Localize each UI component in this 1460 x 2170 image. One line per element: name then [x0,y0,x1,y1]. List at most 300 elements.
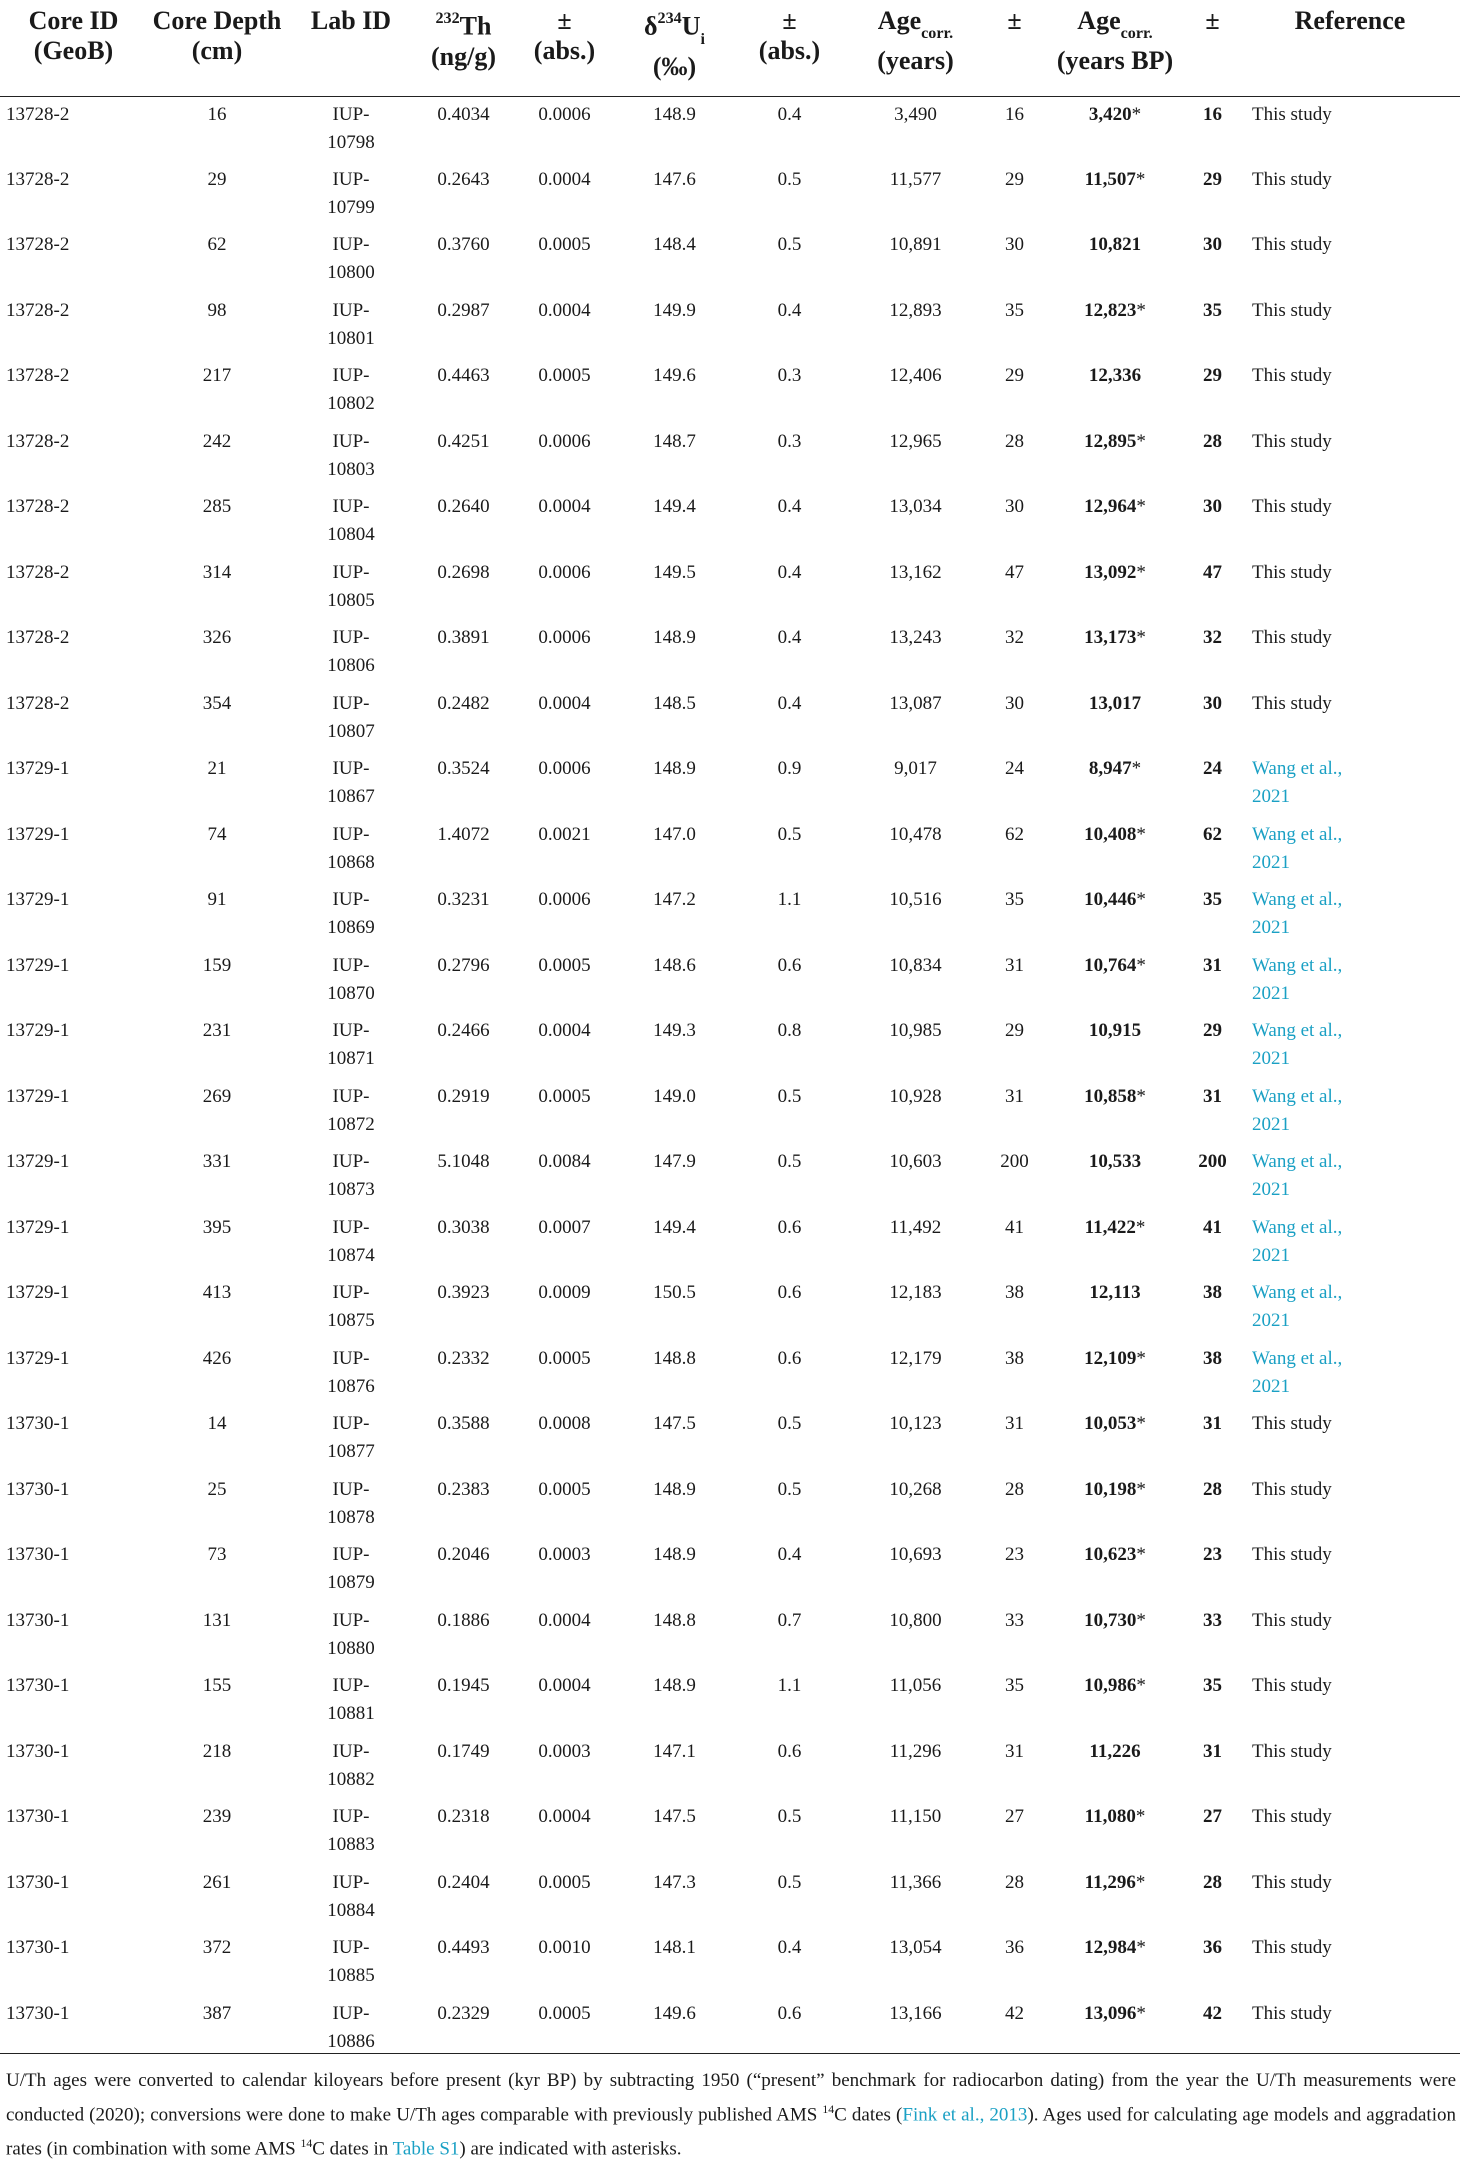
table-row [0,1472,1460,1538]
cell-age-corr-bp: 13,092* [1084,561,1146,583]
table-bottom-rule [0,2053,1460,2054]
cell-th-error: 0.0006 [538,103,591,125]
cell-age-error: 27 [1005,1806,1024,1828]
cell-lab-id: IUP- 10882 [327,1740,375,1790]
cell-age-corr-bp: 11,226 [1089,1740,1141,1762]
cell-lab-id: IUP- 10886 [327,2002,375,2052]
cell-age-error: 35 [1005,299,1024,321]
cell-lab-id: IUP- 10874 [327,1216,375,1266]
cell-delta-u234: 148.4 [653,234,696,256]
cell-age-corr-bp: 13,017 [1088,692,1142,714]
cell-age-corr-bp: 12,964* [1084,496,1146,518]
cell-reference: This study [1252,1740,1332,1762]
cell-delta-u234: 149.5 [653,561,696,583]
cell-delta-u234: 147.9 [653,1151,696,1173]
cell-age-corr-bp: 10,446* [1084,889,1146,911]
cell-age-bp-error: 33 [1203,1609,1222,1631]
cell-age-corr: 10,800 [889,1609,942,1631]
cell-age-corr-bp: 11,080* [1084,1806,1146,1828]
cell-th-error: 0.0004 [538,692,591,714]
cell-reference: This study [1252,234,1332,256]
cell-th232: 0.2404 [437,1871,490,1893]
cell-age-corr-bp: 8,947* [1088,758,1142,780]
cell-delta-u234: 150.5 [653,1282,696,1304]
header-age-corr-bp: Age$_{corr.}$ (years BP) [1045,0,1185,96]
cell-th232: 0.2332 [437,1347,490,1369]
cell-core-depth: 269 [202,1085,232,1107]
cell-age-error: 28 [1005,1478,1024,1500]
cell-age-corr: 12,893 [889,299,942,321]
cell-delta-u234: 148.9 [653,1675,696,1697]
cell-core-id: 13728-2 [6,496,70,518]
cell-lab-id: IUP- 10883 [327,1806,375,1856]
cell-reference: This study [1252,692,1332,714]
cell-age-bp-error: 27 [1203,1806,1222,1828]
cell-th232: 0.3231 [437,889,490,911]
cell-age-corr-bp: 13,173* [1084,627,1146,649]
cell-age-corr: 10,834 [889,954,942,976]
cell-th232: 0.4034 [437,103,490,125]
cell-age-corr: 10,603 [889,1151,942,1173]
table-row [0,751,1460,817]
cell-age-error: 36 [1005,1937,1024,1959]
cell-delta-error: 1.1 [777,1675,802,1697]
cell-lab-id: IUP- 10868 [327,823,375,873]
cell-core-id: 13730-1 [6,1544,70,1566]
table-row [0,1341,1460,1407]
cell-age-corr-bp: 12,823* [1084,299,1146,321]
cell-age-error: 200 [1000,1151,1029,1173]
cell-age-bp-error: 30 [1203,692,1222,714]
cell-delta-u234: 149.9 [653,299,696,321]
cell-age-corr: 12,406 [889,365,942,387]
cell-th232: 0.2987 [437,299,490,321]
table-row [0,620,1460,686]
cell-core-depth: 395 [202,1216,232,1238]
cell-th-error: 0.0005 [538,2002,591,2024]
cell-age-bp-error: 31 [1203,954,1222,976]
cell-th-error: 0.0009 [538,1282,591,1304]
cell-age-bp-error: 29 [1203,365,1222,387]
cell-delta-u234: 147.3 [653,1871,696,1893]
fink-2013-link[interactable]: Fink et al., 2013 [902,2104,1028,2126]
cell-delta-error: 0.6 [777,1740,802,1762]
cell-core-id: 13728-2 [6,692,70,714]
cell-age-error: 32 [1005,627,1024,649]
cell-delta-error: 0.6 [777,1216,802,1238]
cell-th232: 0.2466 [437,1020,490,1042]
cell-reference: This study [1252,561,1332,583]
cell-age-corr-bp: 11,507* [1084,168,1146,190]
cell-age-corr-bp: 12,895* [1084,430,1146,452]
table-row [0,96,1460,162]
cell-core-id: 13729-1 [6,954,70,976]
cell-age-error: 62 [1005,823,1024,845]
cell-reference: This study [1252,627,1332,649]
cell-delta-u234: 147.5 [653,1806,696,1828]
cell-th-error: 0.0007 [538,1216,591,1238]
cell-age-bp-error: 24 [1203,758,1222,780]
cell-age-bp-error: 28 [1203,1871,1222,1893]
cell-core-depth: 74 [207,823,227,845]
cell-lab-id: IUP- 10884 [327,1871,375,1921]
cell-th-error: 0.0084 [538,1151,591,1173]
cell-age-bp-error: 28 [1203,430,1222,452]
cell-th-error: 0.0006 [538,561,591,583]
cell-age-corr: 12,965 [889,430,942,452]
cell-delta-error: 0.5 [777,1151,802,1173]
cell-delta-u234: 147.1 [653,1740,696,1762]
cell-reference: This study [1252,496,1332,518]
cell-core-depth: 239 [202,1806,232,1828]
cell-delta-u234: 149.0 [653,1085,696,1107]
cell-core-depth: 98 [207,299,227,321]
table-row [0,1079,1460,1145]
cell-delta-error: 0.4 [777,561,802,583]
cell-age-corr-bp: 10,408* [1084,823,1146,845]
cell-delta-error: 0.5 [777,1085,802,1107]
cell-core-id: 13729-1 [6,1085,70,1107]
cell-lab-id: IUP- 10802 [327,365,375,415]
cell-lab-id: IUP- 10800 [327,234,375,284]
cell-age-corr: 10,693 [889,1544,942,1566]
cell-th232: 0.2698 [437,561,490,583]
cell-age-corr: 10,928 [889,1085,942,1107]
cell-delta-u234: 149.4 [653,1216,696,1238]
cell-age-bp-error: 31 [1203,1413,1222,1435]
cell-age-corr-bp: 10,915 [1088,1020,1142,1042]
cell-th232: 0.3588 [437,1413,490,1435]
cell-th-error: 0.0004 [538,1020,591,1042]
table-row [0,1406,1460,1472]
cell-age-bp-error: 16 [1203,103,1222,125]
table-row [0,1210,1460,1276]
cell-th232: 0.3038 [437,1216,490,1238]
cell-delta-u234: 147.5 [653,1413,696,1435]
cell-age-error: 31 [1005,1085,1024,1107]
cell-delta-error: 0.5 [777,1806,802,1828]
cell-delta-error: 0.7 [777,1609,802,1631]
cell-delta-error: 0.4 [777,496,802,518]
cell-delta-error: 0.6 [777,1282,802,1304]
cell-age-bp-error: 29 [1203,168,1222,190]
cell-core-id: 13728-2 [6,299,70,321]
cell-core-depth: 155 [202,1675,232,1697]
cell-delta-u234: 149.6 [653,365,696,387]
cell-age-corr: 13,243 [889,627,942,649]
table-row [0,1275,1460,1341]
cell-age-corr: 13,054 [889,1937,942,1959]
cell-th-error: 0.0006 [538,430,591,452]
cell-reference: Wang et al., 2021 [1252,1347,1343,1397]
cell-core-id: 13729-1 [6,1282,70,1304]
cell-reference: This study [1252,168,1332,190]
cell-age-corr: 13,087 [889,692,942,714]
cell-th-error: 0.0005 [538,1347,591,1369]
cell-age-bp-error: 30 [1203,496,1222,518]
cell-core-depth: 131 [202,1609,232,1631]
cell-th232: 5.1048 [437,1151,490,1173]
cell-delta-error: 0.5 [777,168,802,190]
cell-delta-u234: 148.9 [653,1478,696,1500]
cell-th-error: 0.0005 [538,234,591,256]
cell-delta-u234: 149.6 [653,2002,696,2024]
cell-th-error: 0.0006 [538,758,591,780]
cell-th-error: 0.0004 [538,1675,591,1697]
header-th-error: ± (abs.) [512,0,617,96]
cell-th232: 0.2643 [437,168,490,190]
cell-age-corr: 10,123 [889,1413,942,1435]
cell-core-id: 13730-1 [6,2002,70,2024]
cell-age-error: 29 [1005,365,1024,387]
cell-reference: Wang et al., 2021 [1252,1085,1343,1135]
cell-th232: 0.4251 [437,430,490,452]
cell-age-corr-bp: 10,198* [1084,1478,1146,1500]
header-age-bp-error: ± [1185,0,1240,96]
cell-age-corr-bp: 10,821 [1088,234,1142,256]
cell-reference: This study [1252,365,1332,387]
table-row [0,162,1460,228]
cell-age-error: 47 [1005,561,1024,583]
cell-age-error: 38 [1005,1282,1024,1304]
header-row [0,0,1460,96]
cell-reference: This study [1252,1806,1332,1828]
cell-age-corr: 10,985 [889,1020,942,1042]
table-body [0,96,1460,2061]
cell-age-bp-error: 35 [1203,1675,1222,1697]
cell-age-corr-bp: 11,422* [1084,1216,1146,1238]
table-row [0,882,1460,948]
cell-age-error: 24 [1005,758,1024,780]
cell-reference: Wang et al., 2021 [1252,758,1343,808]
table-s1-link[interactable]: Table S1 [392,2138,460,2160]
cell-th-error: 0.0004 [538,496,591,518]
cell-age-corr-bp: 10,986* [1084,1675,1146,1697]
cell-delta-error: 0.6 [777,2002,802,2024]
cell-core-depth: 242 [202,430,232,452]
cell-age-corr-bp: 13,096* [1084,2002,1146,2024]
table-row [0,555,1460,621]
cell-th-error: 0.0005 [538,1871,591,1893]
cell-lab-id: IUP- 10801 [327,299,375,349]
cell-delta-error: 0.4 [777,1544,802,1566]
cell-reference: This study [1252,1609,1332,1631]
cell-core-depth: 73 [207,1544,227,1566]
header-lab-id: Lab ID [287,0,415,96]
cell-core-id: 13728-2 [6,430,70,452]
cell-age-bp-error: 29 [1203,1020,1222,1042]
cell-core-depth: 231 [202,1020,232,1042]
cell-th-error: 0.0003 [538,1740,591,1762]
cell-th232: 0.3760 [437,234,490,256]
cell-core-id: 13730-1 [6,1871,70,1893]
cell-th-error: 0.0006 [538,627,591,649]
cell-age-error: 29 [1005,1020,1024,1042]
cell-th232: 0.1886 [437,1609,490,1631]
cell-age-corr: 9,017 [894,758,937,780]
cell-reference: Wang et al., 2021 [1252,954,1343,1004]
cell-core-id: 13730-1 [6,1806,70,1828]
header-age-corr: Age$_{corr.}$ (years) [847,0,984,96]
cell-th-error: 0.0004 [538,168,591,190]
cell-core-depth: 326 [202,627,232,649]
cell-age-error: 35 [1005,889,1024,911]
cell-th-error: 0.0021 [538,823,591,845]
cell-delta-error: 0.4 [777,103,802,125]
header-core-depth: Core Depth (cm) [147,0,287,96]
cell-reference: This study [1252,1544,1332,1566]
cell-delta-u234: 148.9 [653,627,696,649]
cell-age-error: 16 [1005,103,1024,125]
table-row [0,1668,1460,1734]
cell-core-depth: 354 [202,692,232,714]
cell-th-error: 0.0005 [538,1085,591,1107]
cell-core-depth: 218 [202,1740,232,1762]
cell-delta-error: 0.5 [777,1478,802,1500]
cell-age-corr: 10,516 [889,889,942,911]
cell-age-corr: 3,490 [894,103,937,125]
cell-core-depth: 261 [202,1871,232,1893]
cell-age-bp-error: 32 [1203,627,1222,649]
cell-age-corr: 10,478 [889,823,942,845]
cell-age-error: 30 [1005,234,1024,256]
table-row [0,1799,1460,1865]
cell-th-error: 0.0004 [538,1609,591,1631]
cell-core-depth: 159 [202,954,232,976]
cell-delta-u234: 148.6 [653,954,696,976]
cell-age-corr: 11,296 [889,1740,942,1762]
cell-th232: 0.3524 [437,758,490,780]
cell-th-error: 0.0004 [538,1806,591,1828]
cell-age-bp-error: 200 [1198,1151,1227,1173]
cell-age-corr-bp: 12,984* [1084,1937,1146,1959]
cell-core-id: 13728-2 [6,365,70,387]
header-reference: Reference [1240,0,1460,96]
cell-age-bp-error: 42 [1203,2002,1222,2024]
cell-age-error: 28 [1005,430,1024,452]
table-row [0,1734,1460,1800]
cell-age-corr: 10,891 [889,234,942,256]
cell-delta-error: 0.5 [777,823,802,845]
cell-reference: Wang et al., 2021 [1252,1151,1343,1201]
cell-age-error: 38 [1005,1347,1024,1369]
cell-age-error: 41 [1005,1216,1024,1238]
cell-age-error: 31 [1005,1740,1024,1762]
header-th232: $^{232}$Th (ng/g) [415,0,512,96]
cell-reference: This study [1252,1478,1332,1500]
cell-core-id: 13729-1 [6,1151,70,1173]
cell-th232: 0.1945 [437,1675,490,1697]
cell-age-error: 35 [1005,1675,1024,1697]
table-row [0,293,1460,359]
cell-age-error: 31 [1005,1413,1024,1435]
cell-age-error: 23 [1005,1544,1024,1566]
table-row [0,1144,1460,1210]
cell-core-depth: 426 [202,1347,232,1369]
cell-reference: Wang et al., 2021 [1252,823,1343,873]
cell-age-corr: 13,162 [889,561,942,583]
cell-age-bp-error: 30 [1203,234,1222,256]
cell-age-error: 30 [1005,692,1024,714]
cell-core-depth: 387 [202,2002,232,2024]
cell-core-id: 13728-2 [6,627,70,649]
cell-lab-id: IUP- 10885 [327,1937,375,1987]
cell-age-error: 31 [1005,954,1024,976]
cell-delta-u234: 148.7 [653,430,696,452]
cell-delta-u234: 148.9 [653,758,696,780]
cell-age-error: 28 [1005,1871,1024,1893]
cell-delta-error: 0.3 [777,430,802,452]
cell-th-error: 0.0008 [538,1413,591,1435]
cell-age-corr: 13,166 [889,2002,942,2024]
cell-age-corr-bp: 10,623* [1084,1544,1146,1566]
cell-core-id: 13730-1 [6,1675,70,1697]
cell-th-error: 0.0006 [538,889,591,911]
cell-age-corr: 12,183 [889,1282,942,1304]
cell-lab-id: IUP- 10806 [327,627,375,677]
cell-reference: Wang et al., 2021 [1252,1282,1343,1332]
cell-th232: 0.2046 [437,1544,490,1566]
cell-reference: This study [1252,299,1332,321]
cell-delta-error: 0.6 [777,1347,802,1369]
cell-age-corr: 12,179 [889,1347,942,1369]
cell-delta-u234: 148.9 [653,103,696,125]
cell-core-id: 13729-1 [6,1347,70,1369]
cell-age-corr-bp: 11,296* [1084,1871,1146,1893]
table-row [0,817,1460,883]
cell-lab-id: IUP- 10871 [327,1020,375,1070]
cell-delta-error: 0.8 [777,1020,802,1042]
cell-core-depth: 62 [207,234,227,256]
cell-delta-error: 0.4 [777,299,802,321]
cell-age-corr-bp: 10,858* [1084,1085,1146,1107]
cell-age-corr-bp: 10,053* [1084,1413,1146,1435]
table-footnote: U/Th ages were converted to calendar kiloyears before present (kyr BP) by subtracting 1950 (“present” benchmark for radiocarbon dating) from the year the U/Th measurements were conducted (2020); conversions were done to make U/Th ages comparable with previously published AMS $^{14}$C dates (Fink et al., 2013). Ages used for calculating age models and aggradation rates (in combination with some AMS $^{14}$C dates in Table S1) are indicated with asterisks. [6,2070,1456,2160]
cell-th232: 0.2329 [437,2002,490,2024]
cell-core-id: 13730-1 [6,1740,70,1762]
cell-age-corr-bp: 10,533 [1088,1151,1142,1173]
table-row [0,948,1460,1014]
cell-core-id: 13730-1 [6,1937,70,1959]
table-row [0,1013,1460,1079]
cell-lab-id: IUP- 10803 [327,430,375,480]
header-delta-error: ± (abs.) [732,0,847,96]
cell-age-corr-bp: 10,730* [1084,1609,1146,1631]
cell-th-error: 0.0005 [538,954,591,976]
cell-lab-id: IUP- 10880 [327,1609,375,1659]
cell-th232: 0.2318 [437,1806,490,1828]
cell-th232: 0.2383 [437,1478,490,1500]
cell-delta-u234: 148.5 [653,692,696,714]
table-row [0,1996,1460,2062]
cell-lab-id: IUP- 10879 [327,1544,375,1594]
cell-th232: 1.4072 [437,823,490,845]
cell-lab-id: IUP- 10876 [327,1347,375,1397]
cell-lab-id: IUP- 10804 [327,496,375,546]
cell-age-bp-error: 36 [1203,1937,1222,1959]
cell-delta-u234: 148.1 [653,1937,696,1959]
cell-age-bp-error: 28 [1203,1478,1222,1500]
cell-age-bp-error: 31 [1203,1085,1222,1107]
cell-delta-error: 0.5 [777,1871,802,1893]
cell-delta-error: 0.4 [777,627,802,649]
cell-delta-u234: 147.0 [653,823,696,845]
cell-age-corr: 11,056 [889,1675,942,1697]
cell-core-id: 13729-1 [6,823,70,845]
cell-age-bp-error: 23 [1203,1544,1222,1566]
cell-age-corr: 11,577 [889,168,942,190]
cell-age-bp-error: 38 [1203,1282,1222,1304]
